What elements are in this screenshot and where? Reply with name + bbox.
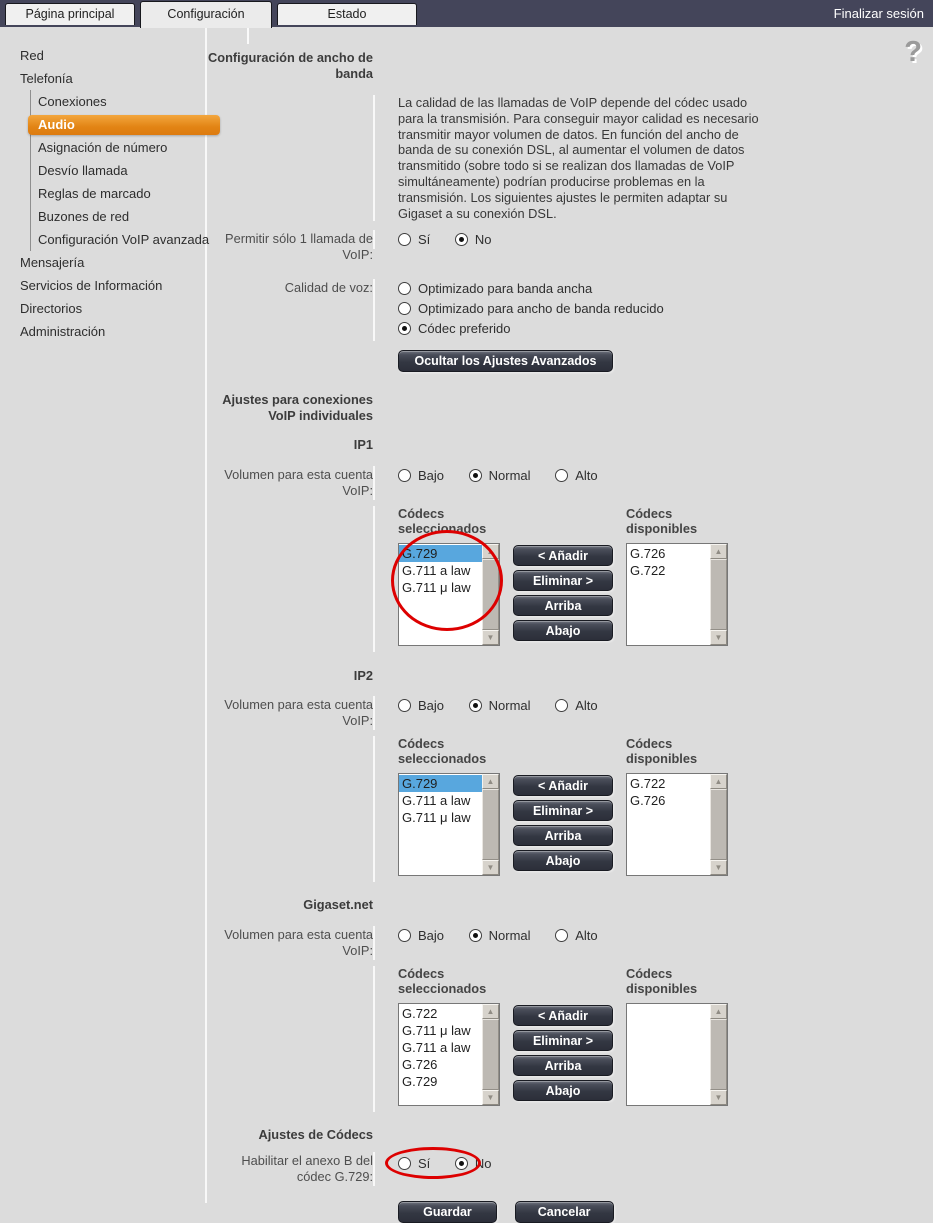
- move-down-button[interactable]: Abajo: [513, 1080, 613, 1101]
- scroll-up-icon[interactable]: ▲: [482, 774, 499, 789]
- radio-icon[interactable]: [398, 322, 411, 335]
- radio-label: Normal: [488, 468, 531, 484]
- cancel-button[interactable]: Cancelar: [515, 1201, 614, 1223]
- list-item[interactable]: G.711 μ law: [402, 810, 471, 826]
- sidebar-item-desvio-llamada[interactable]: Desvío llamada: [38, 163, 128, 178]
- radio-label: Normal: [488, 928, 531, 944]
- radio-icon[interactable]: [398, 699, 411, 712]
- scroll-up-icon[interactable]: ▲: [710, 544, 727, 559]
- allow-one-call-label: Permitir sólo 1 llamada de VoIP:: [225, 231, 373, 263]
- list-item[interactable]: G.729: [399, 775, 482, 792]
- scrollbar-thumb[interactable]: [710, 789, 727, 860]
- list-item[interactable]: G.729: [399, 545, 482, 562]
- scrollbar-thumb[interactable]: [710, 559, 727, 630]
- sidebar-item-configuracion-voip-avanzada[interactable]: Configuración VoIP avanzada: [38, 232, 210, 247]
- sidebar-subgroup-telefonia: [30, 90, 210, 251]
- selected-codecs-header: Códecs seleccionados: [398, 736, 487, 767]
- radio-icon[interactable]: [455, 1157, 468, 1170]
- scroll-up-icon[interactable]: ▲: [710, 1004, 727, 1019]
- sidebar-item-telefonia[interactable]: Telefonía: [20, 71, 73, 86]
- radio-icon[interactable]: [469, 469, 482, 482]
- account-heading-ip1: IP1: [353, 437, 373, 453]
- allow-one-call-option-no[interactable]: [455, 232, 492, 247]
- account-heading-gigaset-net: Gigaset.net: [303, 897, 373, 913]
- voice-quality-option-codec-preferido[interactable]: [398, 321, 933, 336]
- radio-label: Normal: [488, 698, 531, 714]
- radio-icon[interactable]: [555, 699, 568, 712]
- available-codecs-header: Códecs disponibles: [626, 506, 698, 537]
- scroll-down-icon[interactable]: ▼: [482, 630, 499, 645]
- sidebar-item-buzones-de-red[interactable]: Buzones de red: [38, 209, 130, 224]
- scroll-down-icon[interactable]: ▼: [710, 630, 727, 645]
- volume-ip2-alto[interactable]: [555, 698, 597, 713]
- radio-label: Alto: [575, 928, 598, 944]
- volume-gigaset-normal[interactable]: [469, 928, 531, 943]
- radio-label: Optimizado para banda ancha: [418, 281, 593, 297]
- radio-icon[interactable]: [469, 929, 482, 942]
- radio-label: Bajo: [418, 928, 445, 944]
- help-icon[interactable]: ?: [904, 36, 922, 68]
- gigaset-selected-codec-list[interactable]: [398, 1003, 500, 1106]
- remove-codec-button[interactable]: Eliminar >: [513, 800, 613, 821]
- volume-ip1-bajo[interactable]: [398, 468, 444, 483]
- volume-label-ip1: Volumen para esta cuenta VoIP:: [224, 467, 373, 499]
- volume-ip2-bajo[interactable]: [398, 698, 444, 713]
- available-codecs-header: Códecs disponibles: [626, 736, 698, 767]
- radio-icon[interactable]: [398, 469, 411, 482]
- volume-label-gigaset-net: Volumen para esta cuenta VoIP:: [224, 927, 373, 959]
- scroll-down-icon[interactable]: ▼: [482, 1090, 499, 1105]
- list-item[interactable]: G.711 a law: [402, 793, 471, 809]
- add-codec-button[interactable]: < Añadir: [513, 775, 613, 796]
- radio-label: Sí: [418, 1156, 431, 1172]
- add-codec-button[interactable]: < Añadir: [513, 1005, 613, 1026]
- radio-icon[interactable]: [398, 233, 411, 246]
- radio-icon[interactable]: [555, 469, 568, 482]
- list-item[interactable]: G.722: [630, 563, 666, 579]
- scroll-up-icon[interactable]: ▲: [710, 774, 727, 789]
- ip2-selected-codec-list[interactable]: [398, 773, 500, 876]
- gigaset-available-codec-list[interactable]: [626, 1003, 728, 1106]
- voice-quality-option-banda-ancha[interactable]: [398, 281, 933, 296]
- radio-icon[interactable]: [398, 302, 411, 315]
- volume-gigaset-bajo[interactable]: [398, 928, 444, 943]
- list-item[interactable]: G.726: [630, 793, 666, 809]
- ip2-available-codec-list[interactable]: [626, 773, 728, 876]
- sidebar-item-reglas-de-marcado[interactable]: Reglas de marcado: [38, 186, 151, 201]
- account-heading-ip2: IP2: [353, 668, 373, 684]
- sidebar-item-mensajeria[interactable]: Mensajería: [20, 255, 85, 270]
- voice-quality-option-banda-reducida[interactable]: [398, 301, 933, 316]
- remove-codec-button[interactable]: Eliminar >: [513, 570, 613, 591]
- radio-label: Alto: [575, 698, 598, 714]
- sidebar-item-directorios[interactable]: Directorios: [20, 301, 83, 316]
- ip1-selected-codec-list[interactable]: [398, 543, 500, 646]
- allow-one-call-option-si[interactable]: [398, 232, 430, 247]
- radio-icon[interactable]: [555, 929, 568, 942]
- section-heading-codec-settings: Ajustes de Códecs: [258, 1127, 373, 1143]
- radio-label: Alto: [575, 468, 598, 484]
- list-item[interactable]: G.726: [402, 1057, 438, 1073]
- list-item[interactable]: G.722: [630, 776, 666, 792]
- scrollbar-thumb[interactable]: [482, 789, 499, 860]
- top-bar: [0, 0, 933, 27]
- tab-estado[interactable]: Estado: [277, 3, 417, 25]
- radio-label: No: [474, 232, 492, 248]
- radio-icon[interactable]: [398, 929, 411, 942]
- radio-label: Optimizado para ancho de banda reducido: [418, 301, 664, 317]
- annex-b-radio-group: [398, 1156, 513, 1173]
- scroll-down-icon[interactable]: ▼: [710, 1090, 727, 1105]
- move-up-button[interactable]: Arriba: [513, 825, 613, 846]
- volume-gigaset-alto[interactable]: [555, 928, 597, 943]
- move-down-button[interactable]: Abajo: [513, 620, 613, 641]
- list-item[interactable]: G.711 a law: [402, 1040, 471, 1056]
- list-item[interactable]: G.729: [402, 1074, 438, 1090]
- scrollbar[interactable]: [710, 1004, 727, 1105]
- list-item[interactable]: G.711 a law: [402, 563, 471, 579]
- scrollbar[interactable]: [482, 544, 499, 645]
- radio-label: No: [474, 1156, 492, 1172]
- scroll-up-icon[interactable]: ▲: [482, 1004, 499, 1019]
- available-codecs-header: Códecs disponibles: [626, 966, 698, 997]
- sidebar-item-audio[interactable]: Audio: [28, 115, 220, 135]
- section-heading-bandwidth: Configuración de ancho de banda: [208, 50, 373, 81]
- add-codec-button[interactable]: < Añadir: [513, 545, 613, 566]
- hide-advanced-settings-button[interactable]: Ocultar los Ajustes Avanzados: [398, 350, 613, 372]
- remove-codec-button[interactable]: Eliminar >: [513, 1030, 613, 1051]
- tab-pagina-principal[interactable]: Página principal: [5, 3, 135, 25]
- move-up-button[interactable]: Arriba: [513, 595, 613, 616]
- volume-ip2-normal[interactable]: [469, 698, 531, 713]
- radio-label: Sí: [418, 232, 431, 248]
- radio-icon[interactable]: [455, 233, 468, 246]
- scrollbar[interactable]: [482, 1004, 499, 1105]
- radio-icon[interactable]: [469, 699, 482, 712]
- annex-b-label: Habilitar el anexo B del códec G.729:: [241, 1153, 373, 1185]
- main-content: [207, 27, 933, 1220]
- scrollbar[interactable]: [482, 774, 499, 875]
- volume-ip1-normal[interactable]: [469, 468, 531, 483]
- move-down-button[interactable]: Abajo: [513, 850, 613, 871]
- sidebar-item-conexiones[interactable]: Conexiones: [38, 94, 107, 109]
- bandwidth-description: La calidad de las llamadas de VoIP depende del códec usado para la transmisión. Para conseguir mayor calidad es necesario transmitir mayor volumen de datos. En función del ancho de banda de su conexión DSL, al aumentar el volumen de datos transmitido (sobre todo si se realizan dos llamadas de VoIP simultáneamente) podrían producirse problemas en la transmisión. Los siguientes ajustes le permiten adaptar su Gigaset a su conexión DSL.: [398, 95, 759, 221]
- section-heading-individual-voip: Ajustes para conexiones VoIP individuales: [222, 392, 373, 424]
- scrollbar[interactable]: [710, 544, 727, 645]
- scrollbar-thumb[interactable]: [710, 1019, 727, 1090]
- list-item[interactable]: G.726: [630, 546, 666, 562]
- scrollbar-thumb[interactable]: [482, 559, 499, 630]
- tab-configuracion[interactable]: Configuración: [140, 1, 272, 28]
- scroll-down-icon[interactable]: ▼: [710, 860, 727, 875]
- sidebar-item-asignacion-de-numero[interactable]: Asignación de número: [38, 140, 168, 155]
- sidebar-nav: [0, 27, 210, 1203]
- list-item[interactable]: G.711 μ law: [402, 1023, 471, 1039]
- annex-b-option-si[interactable]: [398, 1156, 430, 1171]
- radio-icon[interactable]: [398, 282, 411, 295]
- volume-ip1-alto[interactable]: [555, 468, 597, 483]
- logout-link[interactable]: Finalizar sesión: [833, 6, 924, 21]
- sidebar-item-servicios-de-informacion[interactable]: Servicios de Información: [20, 278, 163, 293]
- scrollbar-thumb[interactable]: [482, 1019, 499, 1090]
- annex-b-option-no[interactable]: [455, 1156, 492, 1171]
- list-item[interactable]: G.711 μ law: [402, 580, 471, 596]
- voice-quality-label: Calidad de voz:: [284, 280, 373, 296]
- selected-codecs-header: Códecs seleccionados: [398, 506, 487, 537]
- scroll-up-icon[interactable]: ▲: [482, 544, 499, 559]
- radio-label: Bajo: [418, 698, 445, 714]
- move-up-button[interactable]: Arriba: [513, 1055, 613, 1076]
- selected-codecs-header: Códecs seleccionados: [398, 966, 487, 997]
- sidebar-item-administracion[interactable]: Administración: [20, 324, 106, 339]
- radio-label: Bajo: [418, 468, 445, 484]
- sidebar-item-red[interactable]: Red: [20, 48, 44, 63]
- ip1-available-codec-list[interactable]: [626, 543, 728, 646]
- save-button[interactable]: Guardar: [398, 1201, 497, 1223]
- scroll-down-icon[interactable]: ▼: [482, 860, 499, 875]
- scrollbar[interactable]: [710, 774, 727, 875]
- radio-icon[interactable]: [398, 1157, 411, 1170]
- list-item[interactable]: G.722: [402, 1006, 438, 1022]
- volume-label-ip2: Volumen para esta cuenta VoIP:: [224, 697, 373, 729]
- radio-label: Códec preferido: [418, 321, 511, 337]
